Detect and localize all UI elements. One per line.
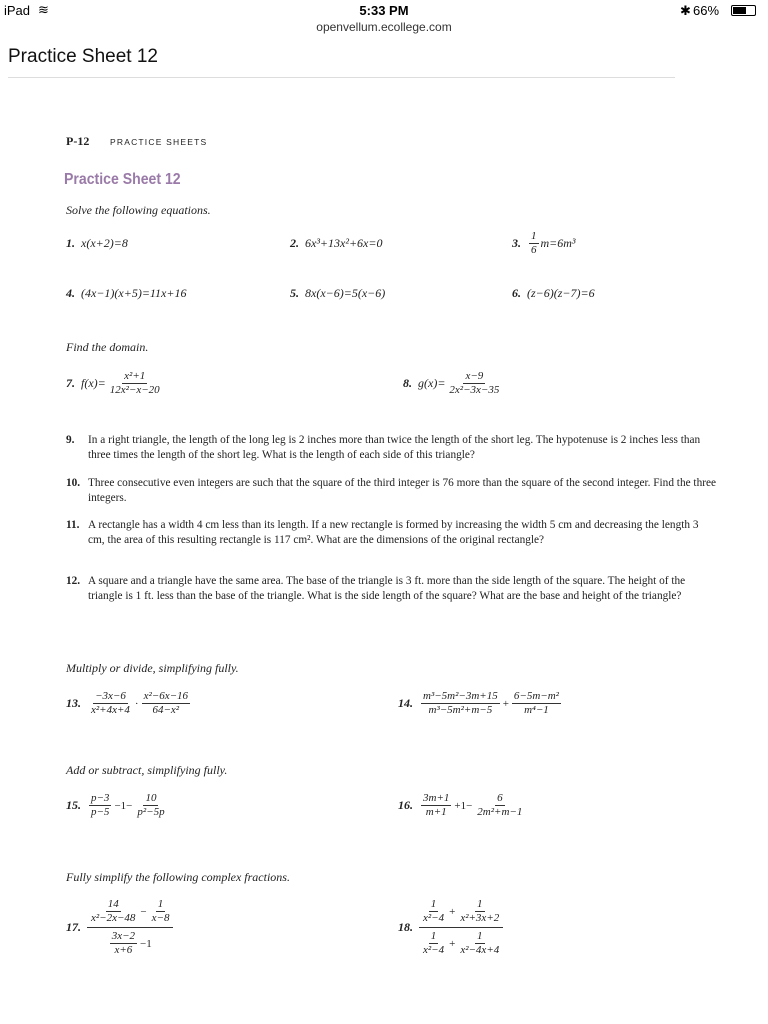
instruction-domain: Find the domain.: [66, 340, 149, 354]
denominator: 64−x²: [152, 704, 180, 716]
bluetooth-icon: ✱: [680, 3, 691, 18]
clock: 5:33 PM: [359, 3, 409, 18]
operator: −: [140, 905, 147, 918]
operator: ·: [134, 697, 139, 710]
problem-number: 9.: [66, 434, 75, 446]
denominator: x²+4x+4: [91, 704, 130, 716]
instruction-multiply: Multiply or divide, simplifying fully.: [66, 661, 239, 675]
problem-13: [66, 690, 192, 717]
denominator: x²−4: [423, 944, 445, 956]
numerator: m³−5m²−3m+15: [423, 690, 498, 702]
problem-2: [290, 236, 382, 251]
denominator: x−8: [151, 912, 170, 924]
problem-number: 16.: [398, 798, 413, 812]
numerator: p−3: [91, 792, 110, 804]
problem-16: [398, 792, 526, 819]
problem-text: In a right triangle, the length of the long leg is 2 inches more than twice the length of the short leg. The hypotenuse is 2 inches less than three times the length of the short leg. What is the length of each side of this triangle?: [88, 434, 701, 461]
instruction-add: Add or subtract, simplifying fully.: [66, 763, 228, 777]
equation: m=6m³: [540, 236, 576, 250]
sheet-heading: Practice Sheet 12: [64, 171, 181, 188]
denominator: x²−4: [423, 912, 445, 924]
denominator: m⁴−1: [524, 704, 549, 716]
problem-15: [66, 792, 169, 819]
numerator: 1: [477, 898, 483, 910]
numerator: −3x−6: [95, 690, 126, 702]
problem-3: [512, 230, 576, 257]
operator: +: [502, 697, 509, 710]
problem-number: 5.: [290, 286, 299, 300]
problem-number: 1.: [66, 236, 75, 250]
operator: −1: [140, 937, 152, 950]
problem-text: A rectangle has a width 4 cm less than its length. If a new rectangle is formed by increasing the width 5 cm and decreasing the length 3 cm, the area of this resulting rectangle is 117 cm². What are the dimensions of the original rectangle?: [88, 519, 699, 546]
problem-number: 3.: [512, 236, 521, 250]
operator: −1−: [114, 799, 133, 812]
equation: 8x(x−6)=5(x−6): [305, 286, 386, 300]
problem-number: 2.: [290, 236, 299, 250]
numerator: x²+1: [124, 370, 146, 382]
operator: +: [449, 937, 456, 950]
denominator: 6: [531, 244, 537, 256]
page-title: Practice Sheet 12: [8, 46, 158, 67]
numerator: x−9: [465, 370, 484, 382]
denominator: x²−2x−48: [91, 912, 136, 924]
instruction-solve: Solve the following equations.: [66, 203, 211, 217]
problem-8: [403, 370, 503, 397]
complex-fraction: [419, 898, 503, 957]
problem-4: [66, 286, 186, 301]
problem-number: 18.: [398, 920, 413, 934]
problem-number: 17.: [66, 920, 81, 934]
numerator: 6−5m−m²: [513, 690, 559, 702]
numerator: 1: [477, 930, 483, 942]
instruction-complex: Fully simplify the following complex fractions.: [66, 870, 290, 884]
problem-14: [398, 690, 563, 717]
problem-number: 15.: [66, 798, 81, 812]
problem-18: [398, 898, 503, 957]
divider: [8, 77, 675, 78]
problem-7: [66, 370, 164, 397]
problem-17: [66, 898, 173, 957]
problem-text: Three consecutive even integers are such that the square of the third integer is 76 more than the square of the second integer. Find the three integers.: [88, 477, 717, 504]
operator: +: [449, 905, 456, 918]
denominator: 2x²−3x−35: [449, 384, 500, 396]
denominator: x²−4x+4: [460, 944, 500, 956]
function-lhs: g(x)=: [418, 376, 446, 390]
numerator: 3m+1: [423, 792, 450, 804]
word-problem-10: [66, 476, 716, 506]
section-label: PRACTICE SHEETS: [110, 137, 208, 147]
equation: 6x³+13x²+6x=0: [305, 236, 383, 250]
problem-5: [290, 286, 385, 301]
word-problem-11: [66, 518, 716, 548]
numerator: 3x−2: [111, 930, 136, 942]
numerator: 1: [531, 230, 537, 242]
device-label: iPad: [4, 3, 31, 18]
equation: x(x+2)=8: [81, 236, 128, 250]
denominator: x²+3x+2: [460, 912, 500, 924]
equation: (4x−1)(x+5)=11x+16: [81, 286, 187, 300]
problem-number: 10.: [66, 477, 81, 489]
problem-text: A square and a triangle have the same area. The base of the triangle is 3 ft. more than the side length of the square. The height of the triangle is 1 ft. less than the base of the triangle. What is the side length of the square? What are the base and height of the triangle?: [88, 575, 686, 602]
battery-percent: 66%: [693, 3, 720, 18]
denominator: p²−5p: [137, 806, 165, 818]
numerator: 6: [497, 792, 503, 804]
battery-icon: [731, 5, 756, 16]
problem-6: [512, 286, 595, 301]
operator: +1−: [454, 799, 473, 812]
numerator: 1: [430, 930, 437, 942]
function-lhs: f(x)=: [81, 376, 106, 390]
denominator: 2m²+m−1: [477, 806, 523, 818]
page-label: P-12: [66, 134, 90, 148]
numerator: 1: [430, 898, 437, 910]
equation: (z−6)(z−7)=6: [527, 286, 595, 300]
numerator: 1: [157, 898, 164, 910]
problem-number: 8.: [403, 376, 412, 390]
word-problem-9: [66, 433, 716, 463]
denominator: p−5: [91, 806, 110, 818]
problem-number: 7.: [66, 376, 75, 390]
wifi-icon: ≋: [38, 2, 49, 17]
problem-number: 12.: [66, 575, 81, 587]
numerator: 10: [145, 792, 157, 804]
denominator: 12x²−x−20: [109, 384, 160, 396]
numerator: 14: [107, 898, 119, 910]
problem-number: 6.: [512, 286, 521, 300]
word-problem-12: [66, 574, 716, 604]
complex-fraction: [87, 898, 173, 957]
problem-number: 14.: [398, 696, 413, 710]
denominator: x+6: [114, 944, 133, 956]
numerator: x²−6x−16: [143, 690, 189, 702]
problem-1: [66, 236, 128, 251]
denominator: m+1: [425, 806, 447, 818]
problem-number: 11.: [66, 519, 80, 531]
problem-number: 13.: [66, 696, 81, 710]
problem-number: 4.: [66, 286, 75, 300]
denominator: m³−5m²+m−5: [428, 704, 493, 716]
url-label[interactable]: openvellum.ecollege.com: [316, 20, 452, 34]
